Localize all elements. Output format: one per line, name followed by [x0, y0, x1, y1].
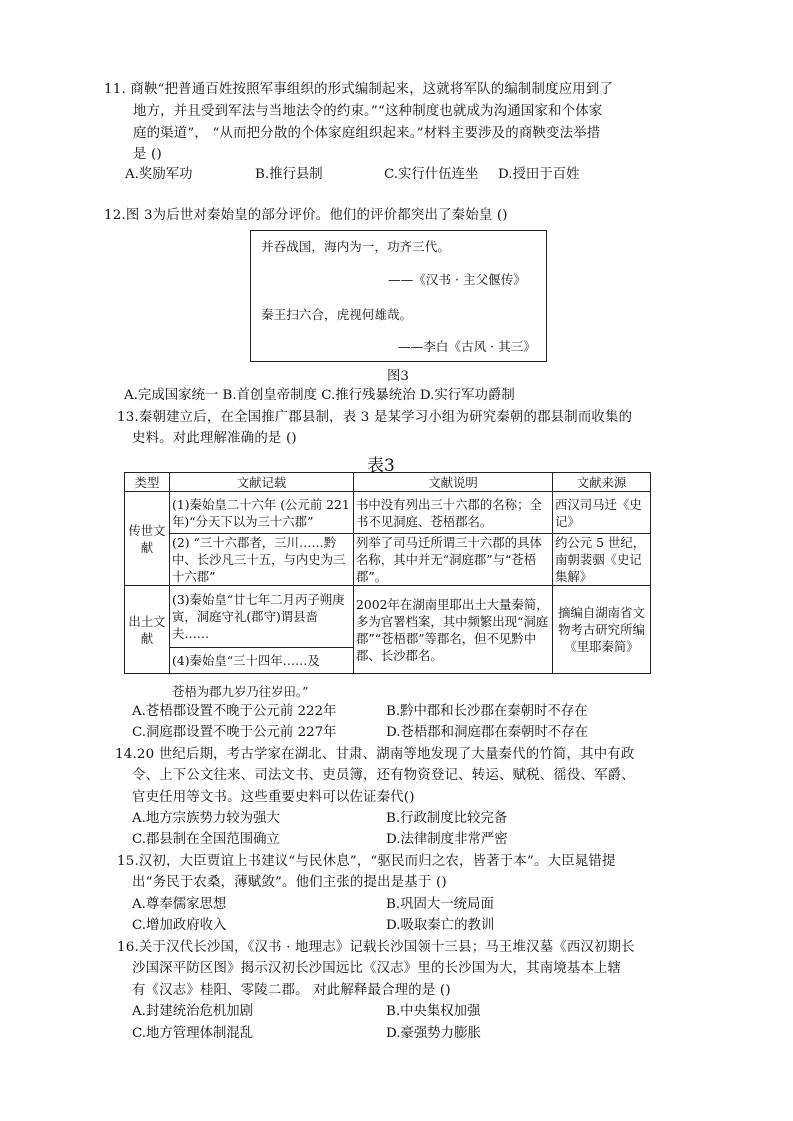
q16-option-c: C.地方管理体制混乱 — [132, 1026, 254, 1041]
q14-line1: 14.20 世纪后期，考古学家在湖北、甘肃、湖南等地发现了大量秦代的竹简，其中有政 — [115, 747, 635, 762]
q15-line1: 15.汉初，大臣贾谊上书建议“与民休息”，“驱民而归之农，皆著于本”。大臣晁错提 — [117, 854, 616, 869]
record-4: (4)秦始皇“三十四年……及 — [170, 648, 354, 674]
q13-option-a: A.苍梧郡设置不晚于公元前 222年 — [132, 704, 337, 719]
figure-3-label: 图3 — [387, 369, 409, 384]
record-3: (3)秦始皇“廿七年二月丙子朔庚寅，洞庭守礼(郡守)谓县啬夫…… — [170, 586, 354, 648]
record-4-overflow: 苍梧为郡九岁乃往岁田。” — [172, 684, 309, 699]
q14-line3: 官吏任用等文书。这些重要史料可以佐证秦代() — [132, 790, 415, 805]
q16-line1: 16.关于汉代长沙国，《汉书 · 地理志》记载长沙国领十三县；马王堆汉墓《西汉初期长 — [117, 940, 635, 955]
table-row — [125, 534, 651, 586]
q14-option-c: C.郡县制在全国范围确立 — [132, 832, 280, 847]
table-row — [125, 586, 651, 648]
q13-option-d: D.苍梧郡和洞庭郡在秦朝时不存在 — [386, 725, 588, 740]
q16-option-a: A.封建统治危机加剧 — [132, 1004, 254, 1019]
q11-option-d: D.授田于百姓 — [498, 167, 580, 182]
q12-options: A.完成国家统一 B.首创皇帝制度 C.推行残暴统治 D.实行军功爵制 — [124, 388, 515, 403]
type-excavated: 出土文献 — [125, 586, 170, 674]
quote-li-bai: 秦王扫六合，虎视何雄哉。 — [261, 307, 413, 322]
q13-option-b: B.黔中郡和长沙郡在秦朝时不存在 — [386, 704, 588, 719]
header-record: 文献记载 — [170, 473, 354, 492]
note-3-4: 2002年在湖南里耶出土大量秦简，多为官署档案，其中频繁出现“洞庭郡”“苍梧郡”等郡名，但不见黔中郡、长沙郡名。 — [354, 586, 553, 674]
type-transmitted: 传世文献 — [125, 492, 170, 586]
q11-line4: 是 () — [133, 147, 162, 162]
record-1: (1)秦始皇二十六年 (公元前 221年)“分天下以为三十六郡” — [170, 492, 354, 534]
q11-option-c: C.实行什伍连坐 — [384, 167, 479, 182]
record-2: (2) “三十六郡者，三川……黔中、长沙凡三十五，与内史为三十六郡” — [170, 534, 354, 586]
source-3-4: 摘编自湖南省文物考古研究所编《里耶秦简》 — [553, 586, 651, 674]
q15-line2: 出“务民于农桑，薄赋敛”。他们主张的提出是基于 () — [132, 875, 447, 890]
header-source: 文献来源 — [553, 473, 651, 492]
header-note: 文献说明 — [354, 473, 553, 492]
q16-line2: 沙国深平防区图》揭示汉初长沙国远比《汉志》里的长沙国为大，其南境基本上辖 — [132, 961, 622, 976]
q16-line3: 有《汉志》桂阳、零陵二郡。 对此解释最合理的是 () — [132, 983, 451, 998]
note-1: 书中没有列出三十六郡的名称；全书不见洞庭、苍梧郡名。 — [354, 492, 553, 534]
quote-li-bai-source: ——李白《古风 · 其三》 — [398, 339, 536, 354]
q11-line2: 地方，并且受到军法与当地法令的约束。”“这种制度也就成为沟通国家和个体家 — [133, 104, 603, 119]
table-row — [125, 492, 651, 534]
q14-option-a: A.地方宗族势力较为强大 — [132, 811, 280, 826]
q16-option-d: D.豪强势力膨胀 — [386, 1026, 481, 1041]
q11-option-b: B.推行县制 — [255, 167, 323, 182]
table-header-row — [125, 473, 651, 492]
q14-option-d: D.法律制度非常严密 — [386, 832, 508, 847]
note-2: 列举了司马迁所谓三十六郡的具体名称，其中并无“洞庭郡”与“苍梧郡”。 — [354, 534, 553, 586]
q11-line3: 庭的渠道”， “从而把分散的个体家庭组织起来。”材料主要涉及的商鞅变法举措 — [133, 126, 601, 141]
table-3 — [124, 472, 651, 674]
figure-3-quote-box — [250, 230, 547, 362]
source-2: 约公元 5 世纪，南朝裴骃《史记集解》 — [553, 534, 651, 586]
q13-line1: 13.秦朝建立后，在全国推广郡县制，表 3 是某学习小组为研究秦朝的郡县制而收集的 — [117, 410, 633, 425]
table-3-title: 表3 — [367, 456, 395, 476]
q15-option-c: C.增加政府收入 — [132, 918, 227, 933]
q14-line2: 令、上下公文往来、司法文书、吏员簿，还有物资登记、转运、赋税、徭役、军爵、 — [132, 768, 635, 783]
q16-option-b: B.中央集权加强 — [386, 1004, 481, 1019]
q14-option-b: B.行政制度比较完备 — [386, 811, 508, 826]
header-type: 类型 — [125, 473, 170, 492]
q11-line1: 11. 商鞅“把普通百姓按照军事组织的形式编制起来，这就将军队的编制制度应用到了 — [104, 82, 614, 97]
quote-han-shu: 并吞战国，海内为一，功齐三代。 — [261, 239, 450, 254]
q15-option-a: A.尊奉儒家思想 — [132, 897, 227, 912]
q13-line2: 史料。对此理解准确的是 () — [132, 431, 297, 446]
q15-option-b: B.巩固大一统局面 — [386, 897, 494, 912]
q13-option-c: C.洞庭郡设置不晚于公元前 227年 — [132, 725, 337, 740]
q11-option-a: A.奖励军功 — [125, 167, 193, 182]
q15-option-d: D.吸取秦亡的教训 — [386, 918, 495, 933]
source-1: 西汉司马迁《史记》 — [553, 492, 651, 534]
quote-han-shu-source: ——《汉书 · 主父偃传》 — [388, 272, 526, 287]
q12-line1: 12.图 3为后世对秦始皇的部分评价。他们的评价都突出了秦始皇 () — [104, 208, 508, 223]
